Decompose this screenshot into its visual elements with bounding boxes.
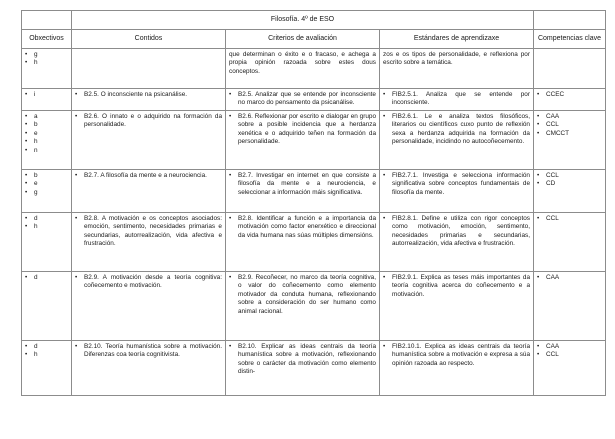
list-item: • CCEC: [537, 91, 602, 99]
list-item: • FIB2.8.1. Define e utiliza con rigor conceptos como motivación, emoción, sentimento, necesidades primarias e secundarias, autorrealización, vida afectiva e frustración.: [383, 215, 530, 249]
cell-estandares: [380, 341, 534, 396]
criterios-list: [229, 113, 376, 147]
table-title-row: [22, 11, 606, 30]
cell-contidos: [72, 213, 226, 272]
list-item: • B2.7. A filosofía da mente e a neurociencia.: [75, 172, 222, 180]
cell-obxectivos: [22, 170, 72, 213]
cell-criterios: [226, 213, 380, 272]
table-row: [22, 341, 606, 396]
cell-contidos: [72, 272, 226, 341]
cell-contidos: [72, 111, 226, 170]
list-item: • h: [25, 223, 68, 231]
competencias-list: [537, 172, 602, 189]
list-item: • B2.8. A motivación e os conceptos asociados: emoción, sentimento, necesidades primarias e secundarias, autorrealización, vida afectiva e frustración.: [75, 215, 222, 249]
cell-obxectivos: [22, 49, 72, 89]
list-item: • B2.9. Recoñecer, no marco da teoría cognitiva, o valor do coñecemento como elemento motivador da conduta humana, reflexionando sobre a consideración do ser humano como animal racional.: [229, 274, 376, 316]
list-item: • CAA: [537, 274, 602, 282]
list-item: • b: [25, 172, 68, 180]
list-item: • h: [25, 138, 68, 146]
table-title: Filosofía. 4º de ESO: [72, 11, 534, 30]
obxectivos-list: [25, 91, 68, 99]
cell-obxectivos: [22, 272, 72, 341]
estandares-list: [383, 91, 530, 108]
list-item: • B2.9. A motivación desde a teoría cognitiva: coñecemento e motivación.: [75, 274, 222, 291]
list-item: • d: [25, 343, 68, 351]
list-item: • B2.10. Teoría humanística sobre a motivación. Diferenzas coa teoría cognitivista.: [75, 343, 222, 360]
cell-obxectivos: [22, 213, 72, 272]
list-item: • FIB2.10.1. Explica as ideas centrais da teoría humanística sobre a motivación e expresa a súa opinión razoada ao respecto.: [383, 343, 530, 368]
list-item: • FIB2.9.1. Explica as teses máis importantes da teoría cognitiva acerca do coñecemento e a motivación.: [383, 274, 530, 299]
cell-competencias: [534, 89, 606, 111]
cell-competencias: [534, 111, 606, 170]
table-row: [22, 213, 606, 272]
list-item: • e: [25, 130, 68, 138]
cell-obxectivos: [22, 111, 72, 170]
list-item: • i: [25, 91, 68, 99]
obxectivos-list: [25, 113, 68, 155]
list-item: • g: [25, 51, 68, 59]
header-estandares: Estándares de aprendizaxe: [380, 30, 534, 49]
contidos-list: [75, 343, 222, 360]
list-item: • d: [25, 274, 68, 282]
cell-criterios: [226, 272, 380, 341]
cell-criterios: [226, 170, 380, 213]
curriculum-table: [21, 10, 606, 396]
competencias-list: [537, 91, 602, 99]
competencias-list: [537, 215, 602, 223]
cell-competencias: [534, 341, 606, 396]
list-item: • h: [25, 351, 68, 359]
contidos-list: [75, 172, 222, 180]
table-row: [22, 272, 606, 341]
cell-criterios: que determinan o éxito e o fracaso, e achega a propia opinión razoada sobre estes dous conceptos.: [226, 49, 380, 89]
criterios-list: [229, 274, 376, 316]
header-obxectivos: Obxectivos: [22, 30, 72, 49]
cell-contidos: [72, 341, 226, 396]
list-item: • B2.5. Analizar que se entende por inconsciente no marco do pensamento da psicanálise.: [229, 91, 376, 108]
table-row: [22, 170, 606, 213]
cell-criterios: [226, 341, 380, 396]
list-item: • h: [25, 59, 68, 67]
cell-contidos: [72, 170, 226, 213]
list-item: • e: [25, 180, 68, 188]
obxectivos-list: [25, 343, 68, 360]
cell-competencias: [534, 272, 606, 341]
competencias-list: [537, 343, 602, 360]
list-item: • CAA: [537, 343, 602, 351]
contidos-list: [75, 91, 222, 99]
obxectivos-list: [25, 274, 68, 282]
cell-contidos: [72, 89, 226, 111]
table-row: [22, 111, 606, 170]
obxectivos-list: [25, 51, 68, 68]
list-item: • FIB2.5.1. Analiza que se entende por inconsciente.: [383, 91, 530, 108]
cell-competencias: [534, 213, 606, 272]
cell-competencias: [534, 49, 606, 89]
list-item: • CMCCT: [537, 130, 602, 138]
cell-contidos: [72, 49, 226, 89]
header-competencias: Competencias clave: [534, 30, 606, 49]
header-contidos: Contidos: [72, 30, 226, 49]
list-item: • B2.5. O inconsciente na psicanálise.: [75, 91, 222, 99]
cell-estandares: [380, 272, 534, 341]
cell-obxectivos: [22, 89, 72, 111]
competencias-list: [537, 274, 602, 282]
list-item: • CAA: [537, 113, 602, 121]
obxectivos-list: [25, 215, 68, 232]
cell-criterios: [226, 111, 380, 170]
list-item: • FIB2.6.1. Le e analiza textos filosóficos, literarios ou científicos cuxo punto de reflexión sexa a herdanza adquirida na formación da personalidade, incidindo no autocoñecemento.: [383, 113, 530, 147]
table-row: [22, 89, 606, 111]
contidos-list: [75, 215, 222, 249]
contidos-list: [75, 274, 222, 291]
list-item: • n: [25, 147, 68, 155]
list-item: • B2.7. Investigar en internet en que consiste a filosofía da mente e a neurociencia, e seleccionar a información máis significativa.: [229, 172, 376, 197]
list-item: • B2.8. Identificar a función e a importancia da motivación como factor enerxético e direccional da vida humana nas súas múltiples dimensións.: [229, 215, 376, 240]
cell-estandares: [380, 170, 534, 213]
estandares-list: [383, 215, 530, 249]
table-header-row: [22, 30, 606, 49]
list-item: • g: [25, 189, 68, 197]
estandares-list: [383, 172, 530, 197]
cell-estandares: [380, 89, 534, 111]
list-item: • FIB2.7.1. Investiga e selecciona información significativa sobre conceptos fundamentais de filosofía da mente.: [383, 172, 530, 197]
header-criterios: Criterios de avaliación: [226, 30, 380, 49]
criterios-list: [229, 172, 376, 197]
list-item: • B2.6. Reflexionar por escrito e dialogar en grupo sobre a posible incidencia que a herdanza xenética e o adquirido teñen na formación da personalidade.: [229, 113, 376, 147]
list-item: • CCL: [537, 351, 602, 359]
cell-estandares: [380, 111, 534, 170]
list-item: • b: [25, 121, 68, 129]
list-item: • CCL: [537, 215, 602, 223]
obxectivos-list: [25, 172, 68, 197]
competencias-list: [537, 113, 602, 138]
table-body: [22, 49, 606, 396]
cell-competencias: [534, 170, 606, 213]
list-item: • B2.10. Explicar as ideas centrais da teoría humanística sobre a motivación, reflexionando sobre o carácter da motivación como elemento distin-: [229, 343, 376, 377]
list-item: • CD: [537, 180, 602, 188]
criterios-list: [229, 91, 376, 108]
cell-obxectivos: [22, 341, 72, 396]
cell-estandares: zos e os tipos de personalidade, e reflexiona por escrito sobre a temática.: [380, 49, 534, 89]
cell-estandares: [380, 213, 534, 272]
criterios-list: [229, 215, 376, 240]
list-item: • d: [25, 215, 68, 223]
table-row: [22, 49, 606, 89]
list-item: • CCL: [537, 121, 602, 129]
estandares-list: [383, 113, 530, 147]
estandares-list: [383, 343, 530, 368]
estandares-list: [383, 274, 530, 299]
list-item: • CCL: [537, 172, 602, 180]
contidos-list: [75, 113, 222, 130]
list-item: • B2.6. O innato e o adquirido na formación da personalidade.: [75, 113, 222, 130]
list-item: • a: [25, 113, 68, 121]
cell-criterios: [226, 89, 380, 111]
criterios-list: [229, 343, 376, 377]
